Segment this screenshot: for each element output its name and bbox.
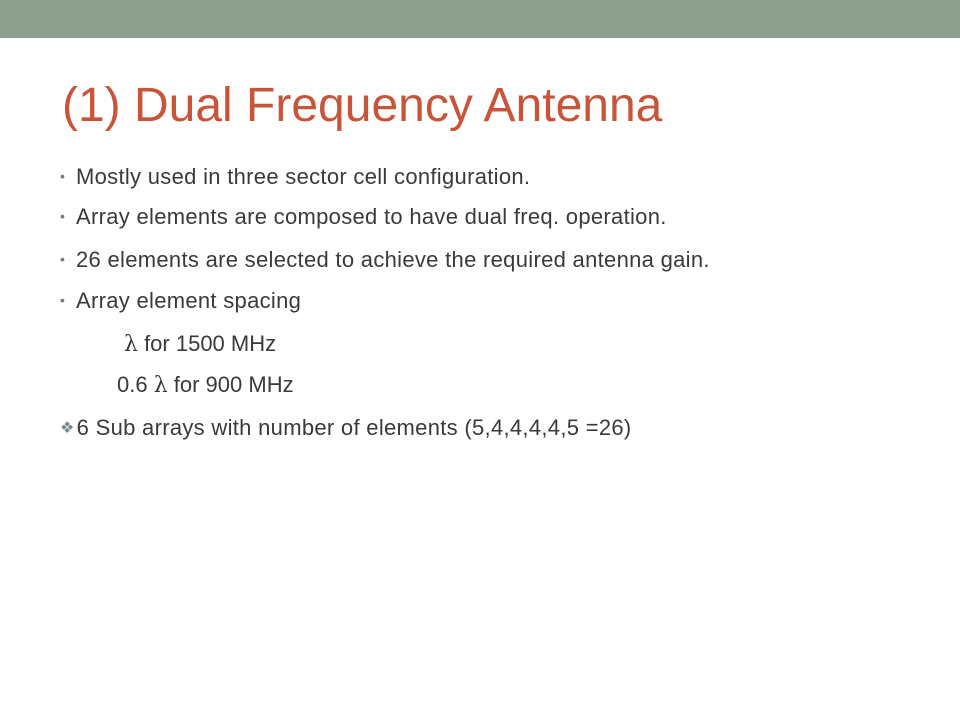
spacing-text: for 900 MHz [167, 372, 294, 397]
bullet-text: Mostly used in three sector cell configuration. [76, 164, 531, 189]
bullet-item [60, 290, 301, 312]
diamond-bullet-icon: ❖ [60, 420, 75, 437]
bullet-dot-icon: • [60, 168, 66, 184]
spacing-text: for 1500 MHz [137, 331, 277, 356]
bullet-text: Array element spacing [76, 288, 302, 313]
bullet-item [60, 206, 667, 228]
spacing-line-1500 [124, 333, 276, 356]
sub-arrays-item [60, 417, 632, 439]
sub-arrays-text: 6 Sub arrays with number of elements (5,4,4,4,4,5 =26) [76, 415, 632, 440]
bullet-text: Array elements are composed to have dual freq. operation. [76, 204, 667, 229]
spacing-prefix: 0.6 [117, 372, 154, 397]
bullet-item [60, 249, 710, 271]
bullet-dot-icon: • [60, 251, 66, 267]
bullet-item [60, 166, 530, 188]
spacing-line-900 [117, 374, 294, 397]
top-accent-bar [0, 0, 960, 38]
bullet-dot-icon: • [60, 208, 66, 224]
bullet-text: 26 elements are selected to achieve the required antenna gain. [76, 247, 710, 272]
slide-title: (1) Dual Frequency Antenna [62, 79, 663, 132]
bullet-dot-icon: • [60, 292, 66, 308]
lambda-symbol: λ [124, 332, 138, 357]
lambda-symbol: λ [153, 373, 168, 398]
